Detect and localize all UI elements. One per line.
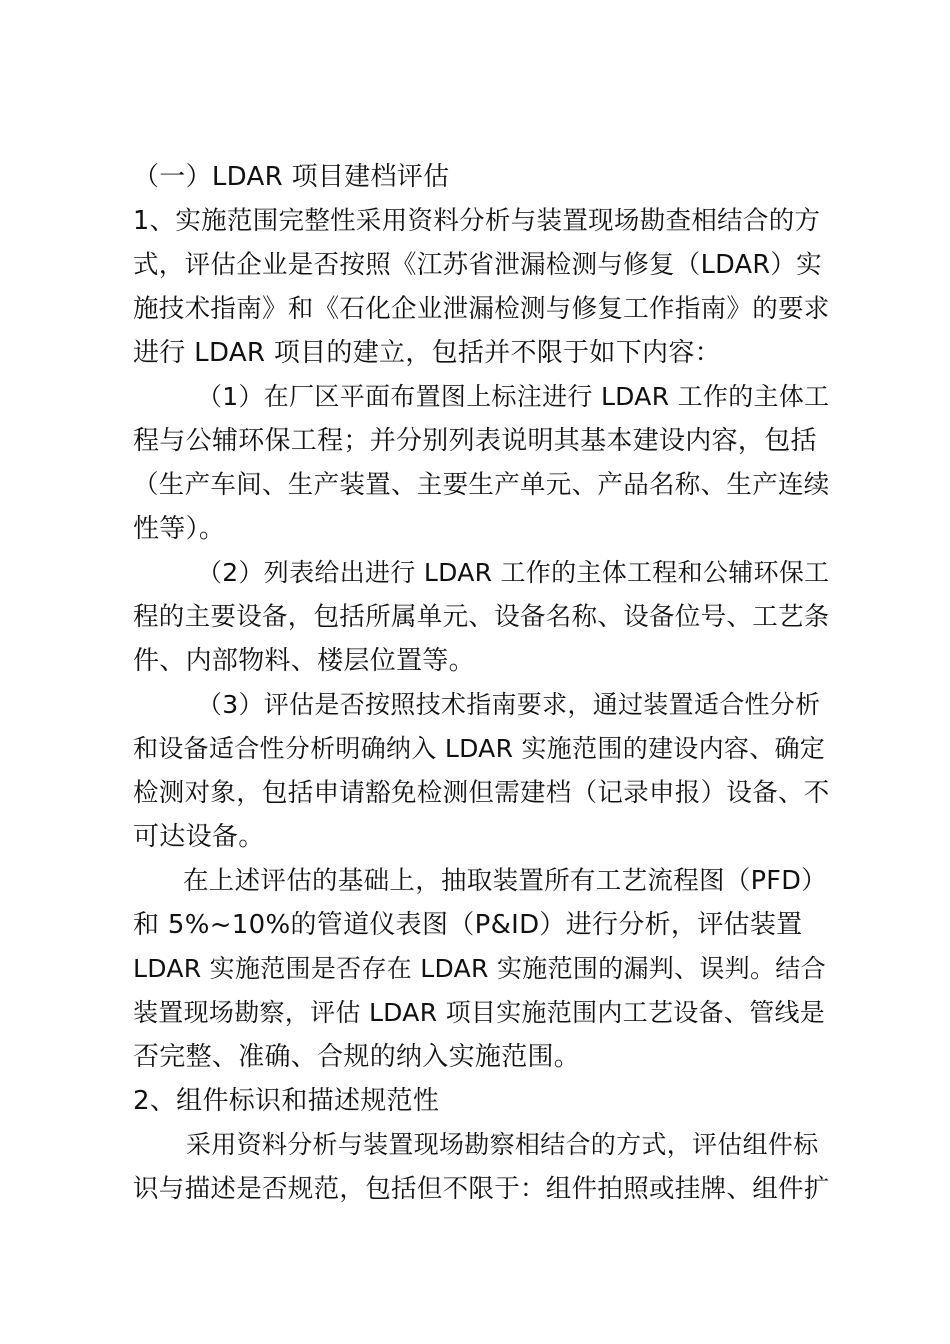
paragraph-line: 识与描述是否规范，包括但不限于：组件拍照或挂牌、组件扩: [133, 1174, 830, 1204]
paragraph-line: （1）在厂区平面布置图上标注进行 LDAR 工作的主体工: [197, 382, 830, 411]
section-heading: （一）LDAR 项目建档评估: [133, 162, 450, 192]
paragraph-line: （3）评估是否按照技术指南要求，通过装置适合性分析: [197, 690, 821, 719]
paragraph-line: 程与公辅环保工程；并分别列表说明其基本建设内容，包括: [133, 426, 817, 456]
paragraph-line: 施技术指南》和《石化企业泄漏检测与修复工作指南》的要求: [133, 294, 830, 324]
paragraph-line: 和设备适合性分析明确纳入 LDAR 实施范围的建设内容、确定: [133, 734, 826, 763]
paragraph-line: 性等）。: [133, 514, 226, 544]
paragraph-line: 式，评估企业是否按照《江苏省泄漏检测与修复（LDAR）实: [133, 250, 822, 280]
paragraph-line: LDAR 实施范围是否存在 LDAR 实施范围的漏判、误判。结合: [133, 954, 826, 983]
paragraph-line: 程的主要设备，包括所属单元、设备名称、设备位号、工艺条: [133, 602, 830, 632]
paragraph-line: 件、内部物料、楼层位置等。: [133, 646, 475, 676]
section-heading: 2、组件标识和描述规范性: [133, 1086, 440, 1116]
paragraph-line: 和 5%~10%的管道仪表图（P&ID）进行分析，评估装置: [133, 910, 803, 940]
paragraph-line: 可达设备。: [133, 822, 265, 852]
paragraph-line: 1、实施范围完整性采用资料分析与装置现场勘查相结合的方: [133, 206, 821, 236]
paragraph-line: （2）列表给出进行 LDAR 工作的主体工程和公辅环保工: [197, 558, 830, 587]
paragraph-line: 装置现场勘察，评估 LDAR 项目实施范围内工艺设备、管线是: [133, 998, 826, 1027]
paragraph-line: 在上述评估的基础上，抽取装置所有工艺流程图（PFD）: [183, 866, 827, 896]
paragraph-line: 检测对象，包括申请豁免检测但需建档（记录申报）设备、不: [133, 778, 830, 808]
paragraph-line: 进行 LDAR 项目的建立，包括并不限于如下内容：: [133, 338, 721, 368]
paragraph-line: （生产车间、生产装置、主要生产单元、产品名称、生产连续: [133, 470, 830, 500]
paragraph-line: 采用资料分析与装置现场勘察相结合的方式，评估组件标: [186, 1130, 819, 1159]
paragraph-line: 否完整、准确、合规的纳入实施范围。: [133, 1042, 581, 1072]
